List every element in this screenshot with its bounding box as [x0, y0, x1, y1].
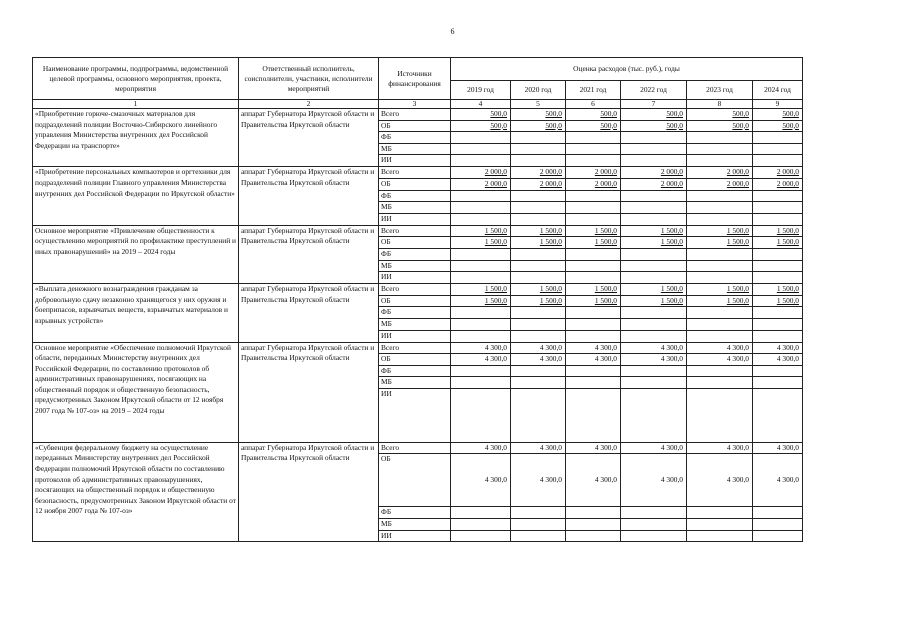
year-value	[566, 519, 621, 531]
funding-source: ИИ	[379, 388, 451, 442]
year-value	[566, 143, 621, 155]
year-value: 500,0	[687, 109, 753, 121]
year-value	[566, 507, 621, 519]
year-value	[451, 155, 511, 167]
column-number: 6	[566, 100, 621, 109]
year-value: 1 500,0	[511, 284, 566, 296]
year-value	[511, 248, 566, 260]
activity-name: «Субвенция федеральному бюджету на осуществление переданных Министерству внутренних дел Российской Федерации полномочий Иркутской области по составлению протоколов об административных правонарушениях, посягающих на общественный порядок и общественную безопасность, предусмотренных Законом Иркутской области от 12 ноября 2007 года № 107-оз»	[33, 442, 239, 541]
year-value	[621, 519, 687, 531]
column-number: 9	[753, 100, 803, 109]
year-value: 1 500,0	[451, 225, 511, 237]
year-value	[753, 155, 803, 167]
year-value	[687, 519, 753, 531]
year-value	[687, 377, 753, 389]
year-value	[566, 377, 621, 389]
year-value	[687, 507, 753, 519]
responsible-executor: аппарат Губернатора Иркутской области и Правительства Иркутской области	[239, 225, 379, 283]
year-value: 1 500,0	[511, 295, 566, 307]
year-value	[451, 530, 511, 542]
year-value	[451, 248, 511, 260]
responsible-executor: аппарат Губернатора Иркутской области и Правительства Иркутской области	[239, 342, 379, 442]
year-value: 2 000,0	[566, 178, 621, 190]
year-value	[621, 132, 687, 144]
year-value: 1 500,0	[566, 237, 621, 249]
year-value	[511, 507, 566, 519]
year-value: 1 500,0	[621, 225, 687, 237]
year-value	[511, 388, 566, 442]
header-year: 2024 год	[753, 81, 803, 100]
table-row	[33, 442, 803, 454]
year-value	[566, 307, 621, 319]
column-number: 4	[451, 100, 511, 109]
year-value	[621, 507, 687, 519]
year-value: 4 300,0	[451, 454, 511, 507]
year-value: 1 500,0	[753, 295, 803, 307]
year-value: 1 500,0	[451, 284, 511, 296]
year-value	[687, 272, 753, 284]
year-value	[511, 260, 566, 272]
year-value: 1 500,0	[687, 295, 753, 307]
funding-source: Всего	[379, 442, 451, 454]
funding-source: ИИ	[379, 155, 451, 167]
year-value	[511, 155, 566, 167]
year-value: 1 500,0	[511, 225, 566, 237]
year-value	[511, 330, 566, 342]
year-value	[753, 507, 803, 519]
year-value	[687, 248, 753, 260]
year-value	[451, 330, 511, 342]
year-value	[621, 365, 687, 377]
year-value	[621, 202, 687, 214]
year-value	[621, 530, 687, 542]
year-value: 500,0	[753, 120, 803, 132]
header-year: 2022 год	[621, 81, 687, 100]
year-value	[753, 202, 803, 214]
year-value: 500,0	[566, 109, 621, 121]
year-value: 2 000,0	[511, 178, 566, 190]
year-value	[687, 132, 753, 144]
column-number: 7	[621, 100, 687, 109]
funding-source: МБ	[379, 143, 451, 155]
year-value: 2 000,0	[687, 178, 753, 190]
year-value: 4 300,0	[451, 354, 511, 366]
header-source: Источники финансирования	[379, 58, 451, 100]
year-value	[451, 318, 511, 330]
funding-source: МБ	[379, 202, 451, 214]
funding-source: ФБ	[379, 307, 451, 319]
year-value	[566, 365, 621, 377]
table-row	[33, 284, 803, 296]
year-value	[621, 190, 687, 202]
funding-source: ОБ	[379, 237, 451, 249]
year-value	[621, 307, 687, 319]
year-value	[451, 388, 511, 442]
year-value	[753, 377, 803, 389]
year-value	[451, 519, 511, 531]
year-value	[566, 213, 621, 225]
year-value: 500,0	[451, 120, 511, 132]
year-value: 2 000,0	[511, 167, 566, 179]
year-value	[621, 377, 687, 389]
funding-source: ОБ	[379, 454, 451, 507]
year-value	[451, 132, 511, 144]
year-value	[621, 330, 687, 342]
year-value	[621, 260, 687, 272]
table-row	[33, 109, 803, 121]
table-row	[33, 167, 803, 179]
year-value: 4 300,0	[566, 342, 621, 354]
year-value: 4 300,0	[511, 454, 566, 507]
year-value: 4 300,0	[621, 454, 687, 507]
year-value	[511, 272, 566, 284]
column-number: 5	[511, 100, 566, 109]
year-value	[451, 507, 511, 519]
year-value	[511, 213, 566, 225]
year-value: 2 000,0	[566, 167, 621, 179]
funding-source: ИИ	[379, 330, 451, 342]
funding-source: ФБ	[379, 132, 451, 144]
year-value	[621, 155, 687, 167]
page-number: 6	[450, 27, 455, 36]
year-value: 4 300,0	[753, 342, 803, 354]
funding-source: ИИ	[379, 272, 451, 284]
activity-name: Основное мероприятие «Привлечение общественности к осуществлению мероприятий по профилактике преступлений и иных правонарушений» на 2019 – 2024 годы	[33, 225, 239, 283]
year-value: 2 000,0	[451, 167, 511, 179]
year-value: 4 300,0	[451, 442, 511, 454]
year-value	[687, 260, 753, 272]
year-value: 2 000,0	[687, 167, 753, 179]
year-value: 1 500,0	[687, 284, 753, 296]
year-value: 4 300,0	[621, 354, 687, 366]
year-value	[451, 307, 511, 319]
year-value: 1 500,0	[511, 237, 566, 249]
year-value	[621, 388, 687, 442]
year-value	[566, 202, 621, 214]
year-value	[511, 202, 566, 214]
year-value	[566, 272, 621, 284]
year-value	[566, 248, 621, 260]
year-value	[511, 190, 566, 202]
year-value	[566, 190, 621, 202]
year-value	[687, 143, 753, 155]
activity-name: «Выплата денежного вознаграждения гражданам за добровольную сдачу незаконно хранящегося у них оружия и боеприпасов, взрывчатых веществ, взрывчатых материалов и взрывных устройств»	[33, 284, 239, 342]
year-value	[511, 132, 566, 144]
year-value	[687, 155, 753, 167]
header-year: 2023 год	[687, 81, 753, 100]
year-value	[753, 190, 803, 202]
year-value: 500,0	[621, 120, 687, 132]
year-value: 500,0	[511, 109, 566, 121]
year-value	[621, 318, 687, 330]
year-value	[566, 155, 621, 167]
year-value	[511, 519, 566, 531]
header-responsible: Ответственный исполнитель, соисполнители, участники, исполнители мероприятий	[239, 58, 379, 100]
responsible-executor: аппарат Губернатора Иркутской области и Правительства Иркутской области	[239, 284, 379, 342]
funding-source: ИИ	[379, 213, 451, 225]
year-value	[451, 213, 511, 225]
year-value: 4 300,0	[687, 442, 753, 454]
funding-source: ОБ	[379, 120, 451, 132]
year-value: 500,0	[511, 120, 566, 132]
funding-source: ОБ	[379, 178, 451, 190]
year-value: 4 300,0	[566, 354, 621, 366]
year-value	[451, 260, 511, 272]
year-value: 4 300,0	[621, 442, 687, 454]
year-value: 1 500,0	[621, 284, 687, 296]
activity-name: Основное мероприятие «Обеспечение полномочий Иркутской области, переданных Министерству внутренних дел Российской Федерации, по составлению протоколов об административных правонарушениях, посягающих на общественный порядок и общественную безопасность, предусмотренных Законом Иркутской области от 12 ноября 2007 года № 107-оз» на 2019 – 2024 годы	[33, 342, 239, 442]
year-value	[566, 260, 621, 272]
year-value	[621, 213, 687, 225]
year-value	[511, 318, 566, 330]
column-number: 8	[687, 100, 753, 109]
year-value	[566, 132, 621, 144]
year-value	[687, 190, 753, 202]
funding-source: ФБ	[379, 365, 451, 377]
year-value	[621, 143, 687, 155]
year-value: 1 500,0	[753, 284, 803, 296]
year-value	[687, 213, 753, 225]
year-value	[687, 365, 753, 377]
year-value	[451, 365, 511, 377]
funding-source: Всего	[379, 342, 451, 354]
funding-source: Всего	[379, 225, 451, 237]
year-value: 1 500,0	[621, 237, 687, 249]
year-value	[753, 307, 803, 319]
year-value: 1 500,0	[753, 237, 803, 249]
funding-source: ОБ	[379, 295, 451, 307]
funding-source: МБ	[379, 318, 451, 330]
year-value	[687, 318, 753, 330]
year-value: 4 300,0	[566, 442, 621, 454]
year-value	[687, 530, 753, 542]
year-value: 500,0	[687, 120, 753, 132]
budget-table	[32, 57, 803, 542]
year-value	[753, 519, 803, 531]
header-year: 2021 год	[566, 81, 621, 100]
year-value: 500,0	[753, 109, 803, 121]
year-value	[511, 365, 566, 377]
funding-source: ФБ	[379, 190, 451, 202]
funding-source: Всего	[379, 109, 451, 121]
year-value: 1 500,0	[451, 295, 511, 307]
year-value	[753, 272, 803, 284]
year-value: 500,0	[621, 109, 687, 121]
year-value: 1 500,0	[687, 237, 753, 249]
year-value	[451, 272, 511, 284]
year-value: 4 300,0	[687, 342, 753, 354]
year-value	[511, 377, 566, 389]
year-value: 2 000,0	[451, 178, 511, 190]
year-value: 4 300,0	[753, 454, 803, 507]
year-value	[753, 213, 803, 225]
funding-source: МБ	[379, 377, 451, 389]
year-value	[753, 132, 803, 144]
year-value	[687, 330, 753, 342]
year-value	[511, 530, 566, 542]
year-value	[451, 190, 511, 202]
table-row	[33, 342, 803, 354]
year-value	[566, 388, 621, 442]
year-value: 500,0	[566, 120, 621, 132]
year-value: 4 300,0	[687, 354, 753, 366]
header-year: 2019 год	[451, 81, 511, 100]
year-value: 1 500,0	[566, 225, 621, 237]
year-value	[511, 307, 566, 319]
year-value: 500,0	[451, 109, 511, 121]
year-value: 4 300,0	[511, 354, 566, 366]
funding-source: ФБ	[379, 248, 451, 260]
year-value: 1 500,0	[621, 295, 687, 307]
responsible-executor: аппарат Губернатора Иркутской области и Правительства Иркутской области	[239, 109, 379, 167]
year-value	[753, 530, 803, 542]
funding-source: ОБ	[379, 354, 451, 366]
year-value	[687, 388, 753, 442]
year-value: 1 500,0	[753, 225, 803, 237]
funding-source: МБ	[379, 519, 451, 531]
year-value: 4 300,0	[687, 454, 753, 507]
year-value	[566, 318, 621, 330]
year-value: 4 300,0	[451, 342, 511, 354]
year-value	[753, 388, 803, 442]
year-value	[753, 248, 803, 260]
column-number: 1	[33, 100, 239, 109]
year-value	[687, 202, 753, 214]
year-value	[621, 248, 687, 260]
year-value: 2 000,0	[621, 178, 687, 190]
year-value: 1 500,0	[451, 237, 511, 249]
table-row	[33, 225, 803, 237]
year-value	[566, 330, 621, 342]
table-body	[33, 109, 803, 542]
year-value	[753, 143, 803, 155]
year-value: 4 300,0	[566, 454, 621, 507]
year-value: 4 300,0	[753, 354, 803, 366]
header-name: Наименование программы, подпрограммы, ведомственной целевой программы, основного мероприятия, проекта, мероприятия	[33, 58, 239, 100]
funding-source: Всего	[379, 284, 451, 296]
funding-source: Всего	[379, 167, 451, 179]
funding-source: МБ	[379, 260, 451, 272]
funding-source: ФБ	[379, 507, 451, 519]
year-value: 2 000,0	[621, 167, 687, 179]
year-value: 4 300,0	[511, 442, 566, 454]
activity-name: «Приобретение персональных компьютеров и оргтехники для подразделений полиции Главного управления Министерства внутренних дел Российской Федерации по Иркутской области»	[33, 167, 239, 225]
year-value	[753, 318, 803, 330]
year-value: 4 300,0	[753, 442, 803, 454]
header-estimate: Оценка расходов (тыс. руб.), годы	[451, 58, 803, 81]
year-value	[621, 272, 687, 284]
year-value	[511, 143, 566, 155]
year-value: 2 000,0	[753, 178, 803, 190]
year-value: 1 500,0	[687, 225, 753, 237]
year-value	[451, 143, 511, 155]
funding-source: ИИ	[379, 530, 451, 542]
year-value: 4 300,0	[621, 342, 687, 354]
column-number: 2	[239, 100, 379, 109]
year-value	[566, 530, 621, 542]
responsible-executor: аппарат Губернатора Иркутской области и Правительства Иркутской области	[239, 442, 379, 541]
year-value: 2 000,0	[753, 167, 803, 179]
year-value	[753, 365, 803, 377]
header-year: 2020 год	[511, 81, 566, 100]
column-number: 3	[379, 100, 451, 109]
activity-name: «Приобретение горюче-смазочных материалов для подразделений полиции Восточно-Сибирского линейного управления Министерства внутренних дел Российской Федерации на транспорте»	[33, 109, 239, 167]
year-value	[451, 377, 511, 389]
year-value: 4 300,0	[511, 342, 566, 354]
responsible-executor: аппарат Губернатора Иркутской области и Правительства Иркутской области	[239, 167, 379, 225]
year-value	[753, 330, 803, 342]
year-value: 1 500,0	[566, 295, 621, 307]
year-value	[687, 307, 753, 319]
year-value	[451, 202, 511, 214]
year-value: 1 500,0	[566, 284, 621, 296]
year-value	[753, 260, 803, 272]
